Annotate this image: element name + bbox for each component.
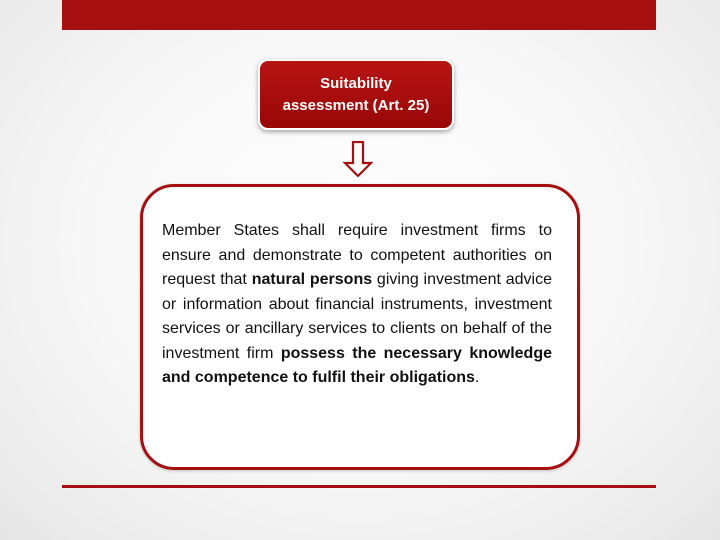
body-paragraph [162,219,552,391]
body-text-2: giving investment advice or information about financial instruments, investment services or ancillary services to clients on behalf of the investment firm [162,271,552,362]
top-header-bar [62,0,656,30]
body-bold-knowledge: possess the necessary knowledge and competence to fulfil their obligations [162,344,552,386]
down-arrow-icon [343,141,373,177]
body-text-1: Member States shall require investment firms to ensure and demonstrate to competent authorities on request that [162,222,552,288]
body-bold-natural-persons: natural persons [251,271,373,288]
body-text-3: . [474,369,480,386]
title-box [258,59,454,130]
bottom-rule [62,485,656,488]
title-line-2: assessment (Art. 25) [282,96,430,114]
title-line-1: Suitability [320,74,392,92]
